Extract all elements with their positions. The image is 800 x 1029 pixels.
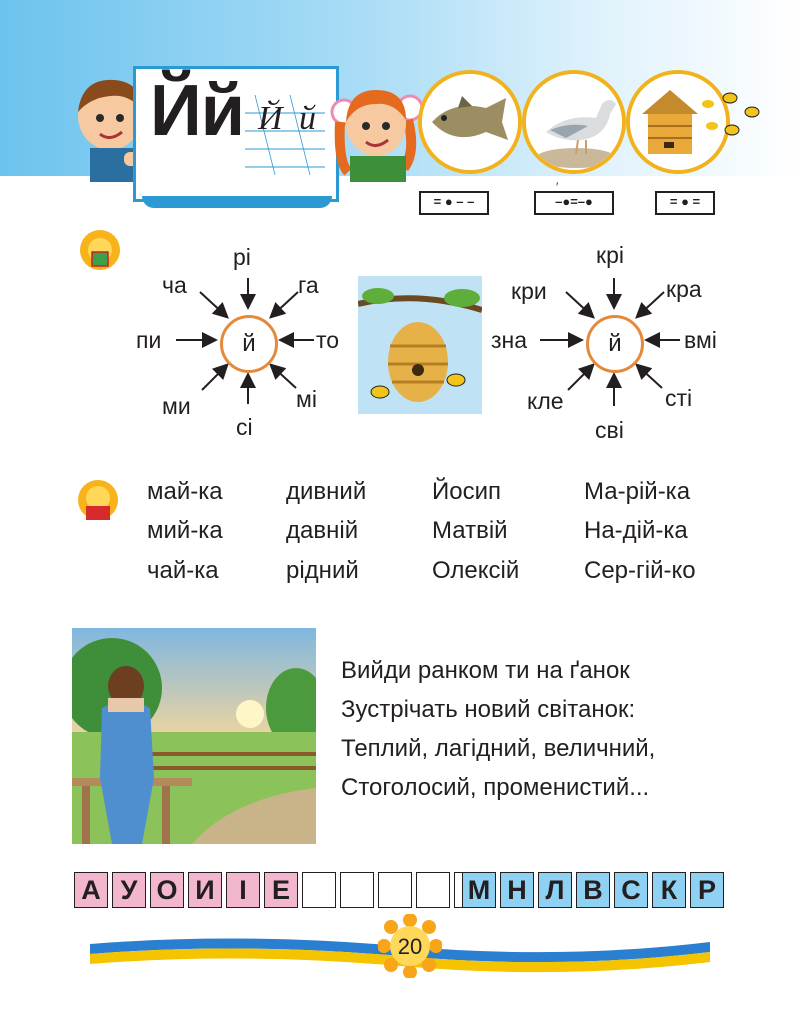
- blank-cell: [416, 872, 450, 908]
- blank-cell: [378, 872, 412, 908]
- syllable-to: то: [316, 327, 340, 353]
- vowel-cell: І: [226, 872, 260, 908]
- blank-cell: [340, 872, 374, 908]
- word: дивний: [286, 478, 367, 505]
- seagull-picture: [522, 70, 626, 174]
- syllable-mi: мі: [296, 386, 317, 412]
- consonant-cell: С: [614, 872, 648, 908]
- script-letters: Й й: [258, 100, 321, 137]
- consonant-cell: Н: [500, 872, 534, 908]
- poem-line: Вийди ранком ти на ґанок: [341, 657, 630, 684]
- consonant-cell: Л: [538, 872, 572, 908]
- consonant-cell: В: [576, 872, 610, 908]
- syllable-zna: зна: [491, 327, 528, 353]
- letter-title: Йй: [150, 71, 245, 151]
- poem-line: Зустрічать новий світанок:: [341, 696, 636, 723]
- syllable-ri: рі: [233, 244, 251, 270]
- fish-picture: [418, 70, 522, 174]
- syllable-si: сі: [236, 414, 253, 440]
- syllable-vmi: вмі: [684, 327, 717, 353]
- word: Олексій: [432, 557, 520, 584]
- consonant-cell: М: [462, 872, 496, 908]
- vowel-cell: Е: [264, 872, 298, 908]
- center-letter-left: й: [220, 315, 278, 373]
- sound-scheme-beehive: = ● =: [655, 191, 715, 215]
- word: Ма-рій-ка: [584, 478, 691, 505]
- vowel-cell: О: [150, 872, 184, 908]
- girl-illustration: [330, 72, 426, 182]
- syllable-my: ми: [162, 393, 191, 419]
- vowel-cell: И: [188, 872, 222, 908]
- syllable-py: пи: [136, 327, 162, 353]
- word: Сер-гій-ко: [584, 557, 696, 584]
- syllable-cha: ча: [162, 272, 187, 298]
- word: чай-ка: [147, 557, 219, 584]
- vowel-cell: У: [112, 872, 146, 908]
- poem-line: Стоголосий, променистий...: [341, 774, 650, 801]
- word: Йосип: [432, 478, 501, 505]
- page-number: 20: [397, 934, 423, 959]
- blank-cell: [302, 872, 336, 908]
- sunrise-illustration: [72, 628, 316, 844]
- poem-line: Теплий, лагідний, величний,: [341, 735, 656, 762]
- word: На-дій-ка: [584, 517, 688, 544]
- bee-hive-illustration: [358, 276, 482, 414]
- syllable-kle: кле: [527, 388, 564, 414]
- center-letter-right: й: [586, 315, 644, 373]
- beehive-picture: [626, 70, 730, 174]
- consonant-cell: Р: [690, 872, 724, 908]
- stress-mark: ′: [556, 180, 559, 194]
- book-base: [142, 196, 332, 208]
- bees-decoration: [718, 88, 764, 148]
- word: давній: [286, 517, 359, 544]
- sunflower-reading-icon: [76, 478, 120, 522]
- syllable-kry: кри: [511, 278, 547, 304]
- syllable-kri: крі: [596, 242, 624, 268]
- sunflower-puzzle-icon: [78, 228, 122, 272]
- syllable-ha: га: [298, 272, 319, 298]
- consonant-cell: К: [652, 872, 686, 908]
- syllable-kra: кра: [666, 276, 702, 302]
- sound-scheme-fish: = ● – –: [419, 191, 489, 215]
- syllable-svi: сві: [595, 417, 624, 443]
- syllable-sti: сті: [665, 385, 693, 411]
- word: Матвій: [432, 517, 508, 544]
- vowel-cell: А: [74, 872, 108, 908]
- word: мий-ка: [147, 517, 223, 544]
- word: май-ка: [147, 478, 223, 505]
- sound-scheme-seagull: –●=–●: [534, 191, 614, 215]
- word: рідний: [286, 557, 359, 584]
